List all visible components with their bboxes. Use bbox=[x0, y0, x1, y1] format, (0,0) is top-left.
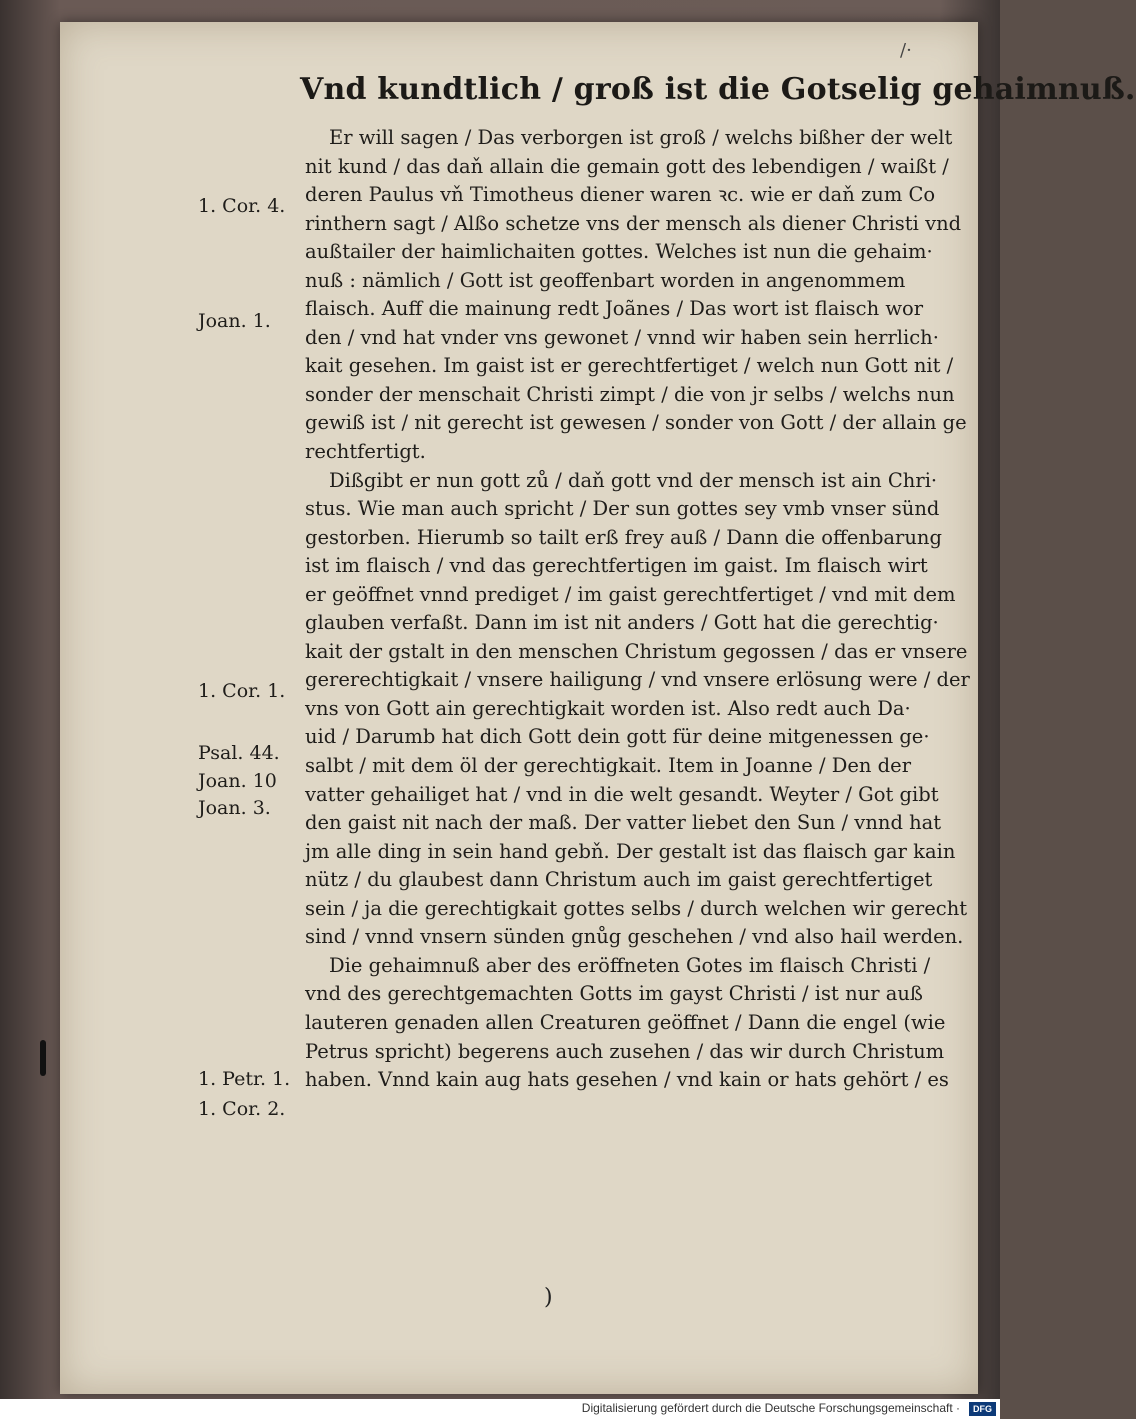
text-line: nit kund / das daň allain die gemain gott des lebendigen / waißt / bbox=[305, 154, 949, 178]
text-line: vnd des gerechtgemachten Gotts im gayst Christi / ist nur auß bbox=[305, 982, 923, 1006]
text-line: glauben verfaßt. Dann im ist nit anders / Gott hat die gerechtig· bbox=[305, 611, 939, 635]
text-line: flaisch. Auff die mainung redt Joãnes / Das wort ist flaisch wor bbox=[305, 297, 924, 321]
text-line: kait gesehen. Im gaist ist er gerechtfertiget / welch nun Gott nit / bbox=[305, 354, 954, 378]
text-line: vatter gehailiget hat / vnd in die welt gesandt. Weyter / Got gibt bbox=[305, 782, 939, 806]
text-line: sonder der menschait Christi zimpt / die von jr selbs / welchs nun bbox=[305, 382, 955, 406]
text-line: deren Paulus vň Timotheus diener waren ꝛc. wie er daň zum Co bbox=[305, 183, 936, 207]
text-line: jm alle ding in sein hand gebň. Der gestalt ist das flaisch gar kain bbox=[305, 839, 956, 863]
text-line: Dißgibt er nun gott zů / daň gott vnd der mensch ist ain Chri· bbox=[329, 468, 938, 492]
margin-note: 1. Cor. 2. bbox=[198, 1098, 286, 1120]
margin-note: Joan. 1. bbox=[198, 310, 271, 332]
text-line: ist im flaisch / vnd das gerechtfertigen im gaist. Im flaisch wirt bbox=[305, 554, 928, 578]
text-line: Die gehaimnuß aber des eröffneten Gotes im flaisch Christi / bbox=[329, 953, 931, 977]
text-line: sind / vnnd vnsern sünden gnůg geschehen / vnd also hail werden. bbox=[305, 925, 964, 949]
text-line: den gaist nit nach der maß. Der vatter liebet den Sun / vnnd hat bbox=[305, 811, 942, 835]
body-text bbox=[305, 124, 970, 1095]
text-line: sein / ja die gerechtigkait gottes selbs / durch welchen wir gerecht bbox=[305, 896, 968, 920]
text-line: Petrus spricht) begerens auch zusehen / das wir durch Christum bbox=[305, 1039, 945, 1063]
catchmark: ) bbox=[544, 1285, 553, 1310]
text-line: außtailer der haimlichaiten gottes. Welches ist nun die gehaim· bbox=[305, 240, 933, 264]
scan-artifact bbox=[40, 1040, 46, 1076]
margin-note: Psal. 44. bbox=[198, 742, 280, 764]
text-line: salbt / mit dem öl der gerechtigkait. Item in Joanne / Den der bbox=[305, 754, 912, 778]
funding-credit: Digitalisierung gefördert durch die Deutsche Forschungsgemeinschaft · bbox=[581, 1401, 960, 1415]
text-line: nuß : nämlich / Gott ist geoffenbart worden in angenommem bbox=[305, 268, 906, 292]
text-line: stus. Wie man auch spricht / Der sun gottes sey vmb vnser sünd bbox=[305, 497, 940, 521]
dfg-logo: DFG bbox=[969, 1402, 996, 1416]
page-headline: Vnd kundtlich / groß ist die Gotselig gehaimnuß. bbox=[300, 72, 1136, 107]
text-line: kait der gstalt in den menschen Christum gegossen / das er vnsere bbox=[305, 639, 968, 663]
text-line: den / vnd hat vnder vns gewonet / vnnd wir haben sein herrlich· bbox=[305, 325, 939, 349]
text-line: lauteren genaden allen Creaturen geöffnet / Dann die engel (wie bbox=[305, 1010, 946, 1034]
text-line: nütz / du glaubest dann Christum auch im gaist gerechtfertiget bbox=[305, 868, 933, 892]
margin-note: 1. Cor. 4. bbox=[198, 195, 286, 217]
text-line: uid / Darumb hat dich Gott dein gott für deine mitgenessen ge· bbox=[305, 725, 930, 749]
text-line: er geöffnet vnnd prediget / im gaist gerechtfertiget / vnd mit dem bbox=[305, 582, 956, 606]
text-line: Er will sagen / Das verborgen ist groß / welchs bißher der welt bbox=[329, 126, 953, 149]
text-line: vns von Gott ain gerechtigkait worden ist. Also redt auch Da· bbox=[305, 696, 911, 720]
text-line: rinthern sagt / Alßo schetze vns der mensch als diener Christi vnd bbox=[305, 211, 962, 235]
page-mark: /· bbox=[900, 40, 912, 61]
text-line: gestorben. Hierumb so tailt erß frey auß / Dann die offenbarung bbox=[305, 525, 942, 549]
margin-note: 1. Cor. 1. bbox=[198, 680, 286, 702]
margin-note: Joan. 10 bbox=[198, 770, 277, 792]
text-line: gewiß ist / nit gerecht ist gewesen / sonder von Gott / der allain ge bbox=[305, 411, 967, 435]
text-line: haben. Vnnd kain aug hats gesehen / vnd kain or hats gehört / es bbox=[305, 1068, 949, 1092]
text-line: rechtfertigt. bbox=[305, 440, 426, 464]
margin-note: Joan. 3. bbox=[198, 797, 271, 819]
text-line: gererechtigkait / vnsere hailigung / vnd vnsere erlösung were / der bbox=[305, 668, 970, 692]
footer-bar bbox=[0, 1399, 1000, 1419]
margin-note: 1. Petr. 1. bbox=[198, 1068, 291, 1090]
